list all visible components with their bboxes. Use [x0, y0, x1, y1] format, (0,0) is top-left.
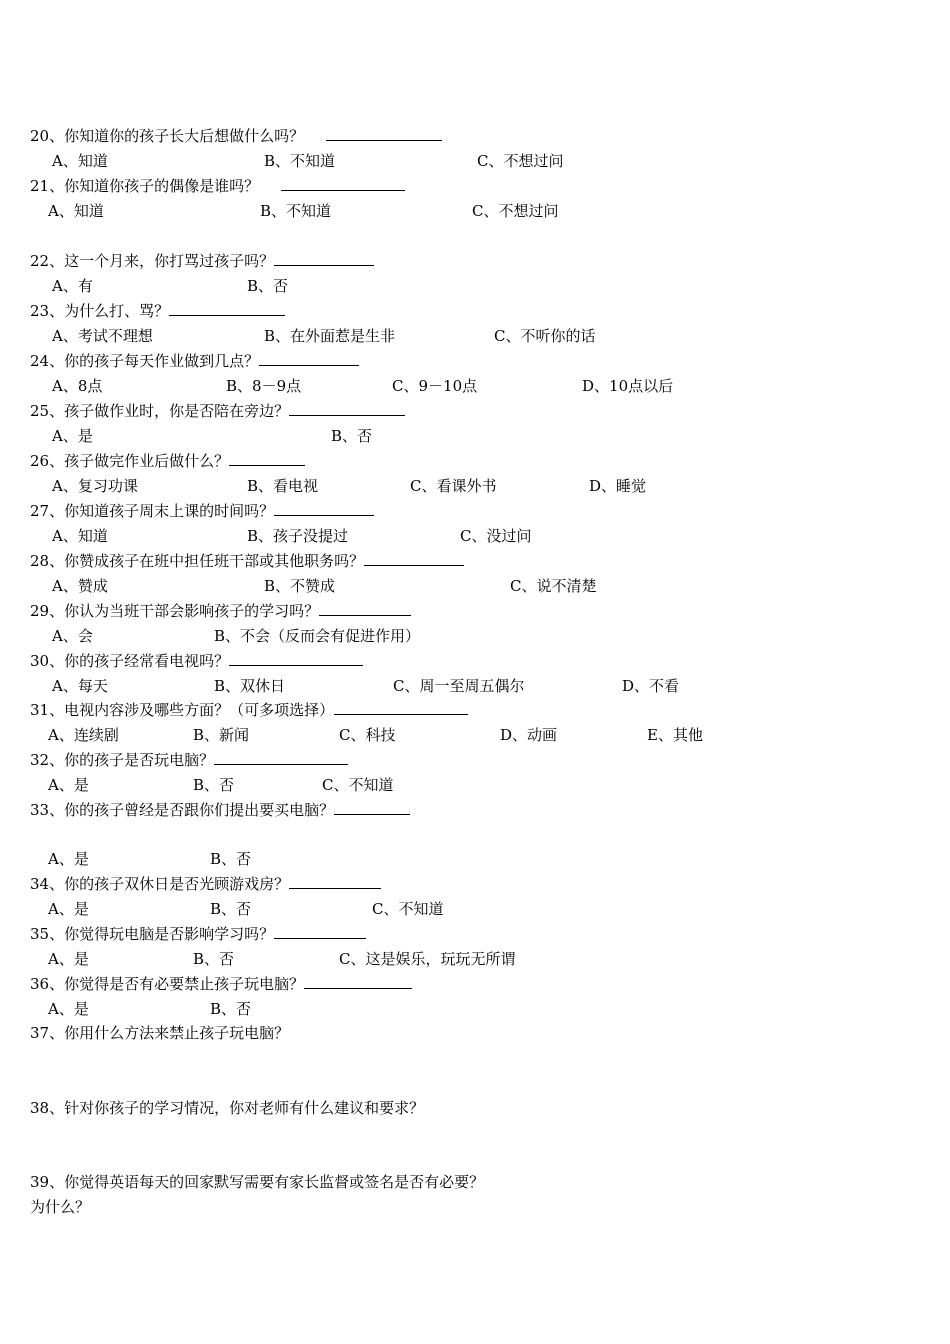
question-39-followup: 为什么？ [30, 1198, 91, 1216]
option-c[interactable]: C、不想过问 [472, 202, 559, 220]
option-b[interactable]: B、双休日 [214, 677, 286, 695]
option-c[interactable]: C、科技 [339, 726, 396, 744]
answer-blank[interactable] [274, 922, 366, 939]
question-32: 32、你的孩子是否玩电脑？ [30, 748, 348, 772]
option-e[interactable]: E、其他 [647, 726, 703, 744]
question-30: 30、你的孩子经常看电视吗？ [30, 649, 363, 673]
answer-blank[interactable] [326, 124, 442, 141]
option-a[interactable]: A、连续剧 [48, 726, 119, 744]
option-c[interactable]: C、不想过问 [477, 152, 564, 170]
option-a[interactable]: A、有 [52, 277, 93, 295]
option-a[interactable]: A、是 [48, 776, 89, 794]
option-c[interactable]: C、不知道 [322, 776, 394, 794]
option-d[interactable]: D、睡觉 [589, 477, 647, 495]
option-a[interactable]: A、会 [52, 627, 93, 645]
option-d[interactable]: D、动画 [500, 726, 558, 744]
answer-blank[interactable] [229, 649, 363, 666]
option-b[interactable]: B、8－9点 [226, 377, 302, 395]
question-24: 24、你的孩子每天作业做到几点？ [30, 349, 359, 373]
question-20: 20、你知道你的孩子长大后想做什么吗？ [30, 124, 442, 148]
answer-blank[interactable] [214, 748, 348, 765]
option-a[interactable]: A、8点 [52, 377, 103, 395]
question-39: 39、你觉得英语每天的回家默写需要有家长监督或签名是否有必要？ [30, 1173, 485, 1191]
option-d[interactable]: D、10点以后 [582, 377, 674, 395]
option-a[interactable]: A、是 [48, 850, 89, 868]
answer-blank[interactable] [274, 249, 374, 266]
question-28: 28、你赞成孩子在班中担任班干部或其他职务吗？ [30, 549, 464, 573]
option-b[interactable]: B、新闻 [193, 726, 250, 744]
question-38: 38、针对你孩子的学习情况，你对老师有什么建议和要求？ [30, 1099, 425, 1117]
option-c[interactable]: C、9－10点 [392, 377, 478, 395]
answer-blank[interactable] [229, 449, 305, 466]
option-c[interactable]: C、说不清楚 [510, 577, 597, 595]
option-c[interactable]: C、看课外书 [410, 477, 497, 495]
option-c[interactable]: C、周一至周五偶尔 [393, 677, 525, 695]
option-b[interactable]: B、否 [193, 776, 235, 794]
answer-blank[interactable] [304, 972, 412, 989]
option-b[interactable]: B、不赞成 [264, 577, 336, 595]
option-d[interactable]: D、不看 [622, 677, 680, 695]
question-37: 37、你用什么方法来禁止孩子玩电脑？ [30, 1024, 290, 1042]
option-a[interactable]: A、是 [52, 427, 93, 445]
option-a[interactable]: A、是 [48, 950, 89, 968]
answer-blank[interactable] [289, 399, 405, 416]
answer-blank[interactable] [334, 798, 410, 815]
question-22: 22、这一个月来，你打骂过孩子吗？ [30, 249, 374, 273]
option-a[interactable]: A、知道 [48, 202, 104, 220]
question-25: 25、孩子做作业时，你是否陪在旁边？ [30, 399, 405, 423]
option-a[interactable]: A、知道 [52, 152, 108, 170]
option-b[interactable]: B、否 [331, 427, 373, 445]
question-31: 31、电视内容涉及哪些方面？（可多项选择） [30, 698, 468, 722]
answer-blank[interactable] [364, 549, 464, 566]
answer-blank[interactable] [334, 698, 468, 715]
option-b[interactable]: B、不知道 [260, 202, 332, 220]
option-b[interactable]: B、否 [210, 900, 252, 918]
question-21: 21、你知道你孩子的偶像是谁吗？ [30, 174, 405, 198]
answer-blank[interactable] [319, 599, 411, 616]
answer-blank[interactable] [169, 299, 285, 316]
option-a[interactable]: A、是 [48, 900, 89, 918]
option-b[interactable]: B、不知道 [264, 152, 336, 170]
option-b[interactable]: B、看电视 [247, 477, 319, 495]
question-27: 27、你知道孩子周末上课的时间吗？ [30, 499, 374, 523]
option-a[interactable]: A、是 [48, 1000, 89, 1018]
question-36: 36、你觉得是否有必要禁止孩子玩电脑？ [30, 972, 412, 996]
question-35: 35、你觉得玩电脑是否影响学习吗？ [30, 922, 366, 946]
option-a[interactable]: A、复习功课 [52, 477, 138, 495]
option-b[interactable]: B、孩子没提过 [247, 527, 349, 545]
question-26: 26、孩子做完作业后做什么？ [30, 449, 305, 473]
option-a[interactable]: A、考试不理想 [52, 327, 153, 345]
question-29: 29、你认为当班干部会影响孩子的学习吗？ [30, 599, 411, 623]
answer-blank[interactable] [281, 174, 405, 191]
question-34: 34、你的孩子双休日是否光顾游戏房？ [30, 872, 381, 896]
option-a[interactable]: A、每天 [52, 677, 108, 695]
option-b[interactable]: B、否 [210, 850, 252, 868]
answer-blank[interactable] [259, 349, 359, 366]
option-b[interactable]: B、在外面惹是生非 [264, 327, 396, 345]
option-c[interactable]: C、没过问 [460, 527, 532, 545]
option-a[interactable]: A、知道 [52, 527, 108, 545]
question-23: 23、为什么打、骂？ [30, 299, 285, 323]
option-c[interactable]: C、这是娱乐，玩玩无所谓 [339, 950, 516, 968]
option-b[interactable]: B、否 [193, 950, 235, 968]
option-c[interactable]: C、不知道 [372, 900, 444, 918]
answer-blank[interactable] [289, 872, 381, 889]
option-b[interactable]: B、否 [210, 1000, 252, 1018]
question-33: 33、你的孩子曾经是否跟你们提出要买电脑？ [30, 798, 410, 822]
option-b[interactable]: B、不会（反而会有促进作用） [214, 627, 421, 645]
answer-blank[interactable] [274, 499, 374, 516]
option-c[interactable]: C、不听你的话 [494, 327, 596, 345]
option-a[interactable]: A、赞成 [52, 577, 108, 595]
option-b[interactable]: B、否 [247, 277, 289, 295]
